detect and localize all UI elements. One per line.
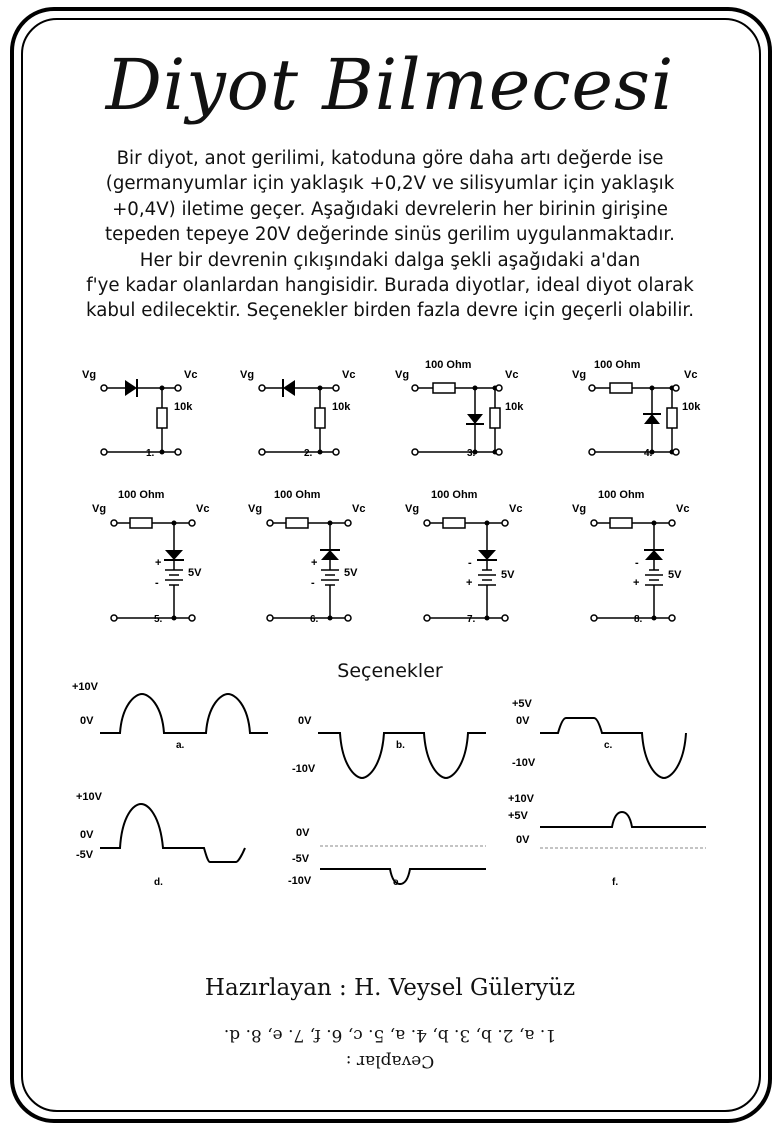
- battery-label: 5V: [501, 569, 515, 581]
- waveform-label: c.: [604, 740, 613, 751]
- minus10-label: -10V: [288, 875, 312, 887]
- resistor-10k-label: 10k: [505, 401, 524, 413]
- circuit-5: [92, 489, 209, 625]
- vg-label: Vg: [572, 503, 587, 515]
- vc-label: Vc: [676, 503, 690, 515]
- intro-line: kabul edilecektir. Seçenekler birden fazla devre için geçerli olabilir.: [86, 300, 694, 322]
- battery-label: 5V: [344, 567, 358, 579]
- vc-label: Vc: [196, 503, 210, 515]
- vg-label: Vg: [82, 369, 97, 381]
- zero-label: 0V: [298, 715, 312, 727]
- circuit-4: [572, 359, 701, 459]
- plus-sign: +: [466, 577, 473, 589]
- intro-line: Bir diyot, anot gerilimi, katoduna göre daha artı değerde ise: [116, 148, 664, 169]
- vg-label: Vg: [92, 503, 107, 515]
- circuit-number: 4.: [644, 448, 653, 459]
- circuit-1: [82, 369, 197, 459]
- plus10-label: +10V: [76, 791, 102, 803]
- circuit-number: 5.: [154, 614, 163, 625]
- waveform-c: [512, 698, 686, 778]
- intro-line: f'ye kadar olanlardan hangisidir. Burada diyotlar, ideal diyot olarak: [86, 275, 694, 297]
- vc-label: Vc: [505, 369, 519, 381]
- resistor-100-label: 100 Ohm: [425, 359, 472, 371]
- minus-sign: -: [468, 557, 472, 569]
- circuit-2: [240, 369, 355, 459]
- vg-label: Vg: [395, 369, 410, 381]
- minus-sign: -: [311, 577, 315, 589]
- waveform-label: e.: [393, 877, 402, 888]
- waveform-label: f.: [612, 877, 619, 888]
- zero-label: 0V: [516, 715, 530, 727]
- zero-label: 0V: [516, 834, 530, 846]
- plus-sign: +: [311, 557, 318, 569]
- circuit-number: 3.: [467, 448, 476, 459]
- resistor-100-label: 100 Ohm: [598, 489, 645, 501]
- plus5-label: +5V: [512, 698, 532, 710]
- zero-label: 0V: [80, 829, 94, 841]
- author-line: Hazırlayan : H. Veysel Güleryüz: [204, 975, 576, 1001]
- resistor-10k-label: 10k: [682, 401, 701, 413]
- circuit-7: [405, 489, 522, 625]
- intro-line: tepeden tepeye 20V değerinde sinüs gerilim uygulanmaktadır.: [105, 224, 675, 246]
- intro-line: (germanyumlar için yaklaşık +0,2V ve silisyumlar için yaklaşık: [105, 173, 675, 195]
- vc-label: Vc: [352, 503, 366, 515]
- minus-sign: -: [155, 577, 159, 589]
- resistor-10k-label: 10k: [332, 401, 351, 413]
- vc-label: Vc: [509, 503, 523, 515]
- zero-label: 0V: [296, 827, 310, 839]
- resistor-10k-label: 10k: [174, 401, 193, 413]
- circuit-number: 8.: [634, 614, 643, 625]
- intro-line: Her bir devrenin çıkışındaki dalga şekli aşağıdaki a'dan: [139, 249, 641, 271]
- vg-label: Vg: [248, 503, 263, 515]
- circuit-8: [572, 489, 689, 625]
- minus10-label: -10V: [512, 757, 536, 769]
- battery-label: 5V: [668, 569, 682, 581]
- vg-label: Vg: [405, 503, 420, 515]
- plus-sign: +: [155, 557, 162, 569]
- waveform-f: [508, 793, 706, 888]
- intro-line: +0,4V) iletime geçer. Aşağıdaki devrelerin her birinin girişine: [112, 198, 668, 220]
- minus5-label: -5V: [76, 849, 94, 861]
- waveform-d: [76, 791, 245, 888]
- plus-sign: +: [633, 577, 640, 589]
- resistor-100-label: 100 Ohm: [594, 359, 641, 371]
- waveform-label: b.: [396, 740, 405, 751]
- minus10-label: -10V: [292, 763, 316, 775]
- answers-heading: Cevaplar :: [345, 1051, 435, 1071]
- minus5-label: -5V: [292, 853, 310, 865]
- circuit-number: 2.: [304, 448, 313, 459]
- plus10-label: +10V: [72, 681, 98, 693]
- vg-label: Vg: [572, 369, 587, 381]
- waveform-b: [292, 715, 486, 778]
- plus10-label: +10V: [508, 793, 534, 805]
- page-title: Diyot Bilmecesi: [105, 44, 675, 126]
- resistor-100-label: 100 Ohm: [431, 489, 478, 501]
- circuit-number: 7.: [467, 614, 476, 625]
- answers-upside-down: [0, 1022, 780, 1074]
- vc-label: Vc: [342, 369, 356, 381]
- vg-label: Vg: [240, 369, 255, 381]
- waveform-label: d.: [154, 877, 163, 888]
- zero-label: 0V: [80, 715, 94, 727]
- waveform-label: a.: [176, 740, 185, 751]
- minus-sign: -: [635, 557, 639, 569]
- resistor-100-label: 100 Ohm: [118, 489, 165, 501]
- waveform-a: [72, 681, 268, 751]
- battery-label: 5V: [188, 567, 202, 579]
- circuit-3: [395, 359, 524, 459]
- circuit-number: 6.: [310, 614, 319, 625]
- vc-label: Vc: [684, 369, 698, 381]
- plus5-label: +5V: [508, 810, 528, 822]
- circuit-6: [248, 489, 365, 625]
- options-title: Seçenekler: [337, 660, 443, 682]
- circuit-number: 1.: [146, 448, 155, 459]
- answers-list: 1. a, 2. b, 3. b, 4. a, 5. c, 6. f, 7. e, 8. d.: [223, 1025, 557, 1045]
- resistor-100-label: 100 Ohm: [274, 489, 321, 501]
- waveform-e: [288, 827, 486, 888]
- vc-label: Vc: [184, 369, 198, 381]
